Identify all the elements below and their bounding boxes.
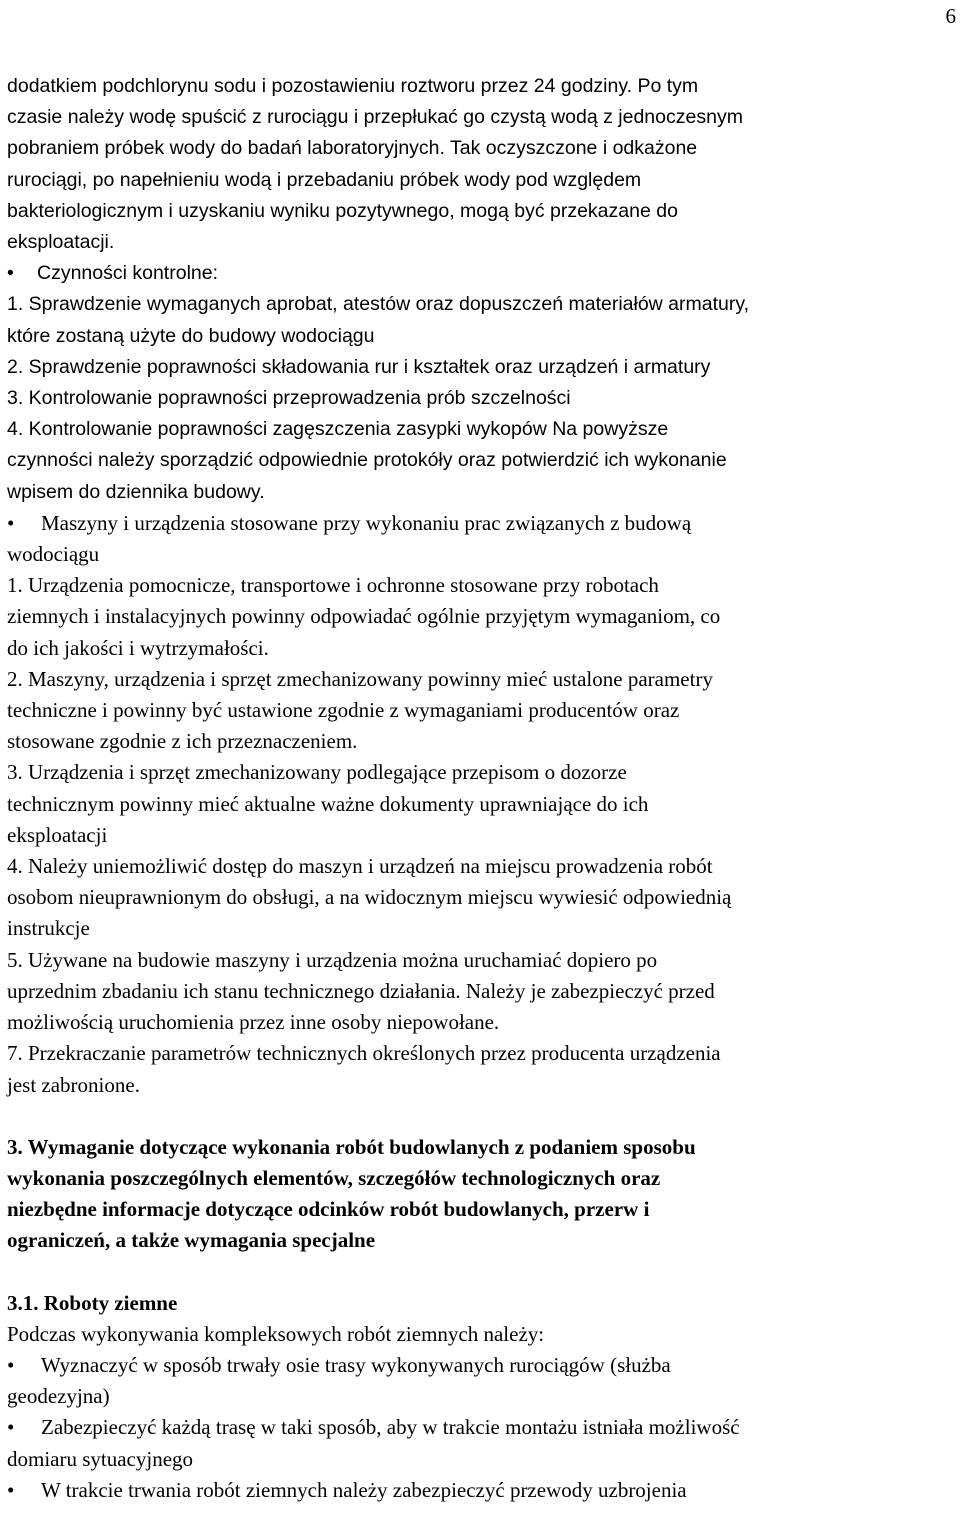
heading-line: niezbędne informacje dotyczące odcinków robót budowlanych, przerw i bbox=[7, 1197, 650, 1222]
text-line: bakteriologicznym i uzyskaniu wyniku pozytywnego, mogą być przekazane do bbox=[7, 199, 678, 222]
list-item-text: W trakcie trwania robót ziemnych należy zabezpieczyć przewody uzbrojenia bbox=[41, 1477, 687, 1502]
list-item: 3. Urządzenia i sprzęt zmechanizowany podlegające przepisom o dozorze bbox=[7, 760, 627, 785]
page-number: 6 bbox=[945, 4, 956, 28]
list-item-cont: geodezyjna) bbox=[7, 1384, 110, 1409]
list-item: możliwością uruchomienia przez inne osoby niepowołane. bbox=[7, 1010, 500, 1035]
section-3-heading bbox=[7, 1132, 957, 1257]
section-3-1-intro: Podczas wykonywania kompleksowych robót ziemnych należy: bbox=[7, 1321, 545, 1346]
text-line: czasie należy wodę spuścić z rurociągu i przepłukać go czystą wodą z jednoczesnym bbox=[7, 106, 743, 129]
heading-line: wykonania poszczególnych elementów, szczegółów technologicznych oraz bbox=[7, 1165, 661, 1190]
list-item: które zostaną użyte do budowy wodociągu bbox=[7, 324, 375, 347]
intro-paragraph bbox=[7, 71, 957, 258]
bullet-icon: • bbox=[7, 1415, 15, 1440]
control-section bbox=[7, 258, 957, 508]
list-item: ziemnych i instalacyjnych powinny odpowiadać ogólnie przyjętym wymaganiom, co bbox=[7, 604, 721, 629]
list-item: 4. Należy uniemożliwić dostęp do maszyn i urządzeń na miejscu prowadzenia robót bbox=[7, 854, 713, 879]
list-item: 2. Sprawdzenie poprawności składowania rur i kształtek oraz urządzeń i armatury bbox=[7, 355, 711, 378]
list-item: uprzednim zbadaniu ich stanu technicznego działania. Należy je zabezpieczyć przed bbox=[7, 978, 715, 1003]
heading-line: ograniczeń, a także wymagania specjalne bbox=[7, 1228, 376, 1253]
list-item: stosowane zgodnie z ich przeznaczeniem. bbox=[7, 729, 358, 754]
bullet-icon: • bbox=[7, 1477, 15, 1502]
machines-title-text: Maszyny i urządzenia stosowane przy wykonaniu prac związanych z budową bbox=[41, 510, 692, 535]
list-item bbox=[7, 1412, 957, 1443]
list-item: jest zabronione. bbox=[7, 1072, 140, 1097]
list-item: czynności należy sporządzić odpowiednie protokóły oraz potwierdzić ich wykonanie bbox=[7, 449, 727, 472]
list-item: 3. Kontrolowanie poprawności przeprowadzenia prób szczelności bbox=[7, 387, 571, 410]
list-item: osobom nieuprawnionym do obsługi, a na widocznym miejscu wywiesić odpowiednią bbox=[7, 885, 732, 910]
text-line: rurociągi, po napełnieniu wodą i przebadaniu próbek wody pod względem bbox=[7, 168, 642, 191]
heading-line: 3. Wymaganie dotyczące wykonania robót budowlanych z podaniem sposobu bbox=[7, 1134, 696, 1159]
list-item: do ich jakości i wytrzymałości. bbox=[7, 635, 269, 660]
list-item: instrukcje bbox=[7, 916, 90, 941]
machines-section bbox=[7, 508, 957, 1101]
list-item-text: Zabezpieczyć każdą trasę w taki sposób, aby w trakcie montażu istniała możliwość bbox=[41, 1415, 740, 1440]
bullet-icon: • bbox=[7, 1352, 15, 1377]
text-line: dodatkiem podchlorynu sodu i pozostawieniu roztworu przez 24 godziny. Po tym bbox=[7, 75, 699, 97]
list-item bbox=[7, 1350, 957, 1381]
list-item: technicznym powinny mieć aktualne ważne dokumenty uprawniające do ich bbox=[7, 791, 649, 816]
list-item bbox=[7, 1475, 957, 1506]
list-item: 2. Maszyny, urządzenia i sprzęt zmechanizowany powinny mieć ustalone parametry bbox=[7, 666, 713, 691]
spacer bbox=[7, 1101, 957, 1132]
text-line: eksploatacji. bbox=[7, 231, 115, 254]
list-item: 4. Kontrolowanie poprawności zagęszczenia zasypki wykopów Na powyższe bbox=[7, 418, 669, 441]
machines-title-cont: wodociągu bbox=[7, 542, 100, 567]
machines-title bbox=[7, 508, 957, 539]
list-item: 5. Używane na budowie maszyny i urządzenia można uruchamiać dopiero po bbox=[7, 947, 658, 972]
list-item-text: Wyznaczyć w sposób trwały osie trasy wykonywanych rurociągów (służba bbox=[41, 1352, 671, 1377]
list-item: 1. Sprawdzenie wymaganych aprobat, atestów oraz dopuszczeń materiałów armatury, bbox=[7, 293, 750, 316]
text-line: pobraniem próbek wody do badań laboratoryjnych. Tak oczyszczone i odkażone bbox=[7, 137, 698, 160]
bullet-icon: • bbox=[7, 262, 14, 285]
document-body bbox=[7, 71, 957, 1506]
control-title-text: Czynności kontrolne: bbox=[37, 262, 219, 285]
list-item: eksploatacji bbox=[7, 822, 108, 847]
list-item: 1. Urządzenia pomocnicze, transportowe i ochronne stosowane przy robotach bbox=[7, 573, 659, 598]
spacer bbox=[7, 1257, 957, 1288]
section-3-1 bbox=[7, 1288, 957, 1506]
list-item: 7. Przekraczanie parametrów technicznych określonych przez producenta urządzenia bbox=[7, 1041, 721, 1066]
list-item-cont: domiaru sytuacyjnego bbox=[7, 1446, 194, 1471]
bullet-icon: • bbox=[7, 510, 15, 535]
section-3-1-heading: 3.1. Roboty ziemne bbox=[7, 1290, 178, 1315]
list-item: wpisem do dziennika budowy. bbox=[7, 480, 265, 503]
list-item: techniczne i powinny być ustawione zgodnie z wymaganiami producentów oraz bbox=[7, 698, 680, 723]
control-title bbox=[7, 258, 957, 289]
